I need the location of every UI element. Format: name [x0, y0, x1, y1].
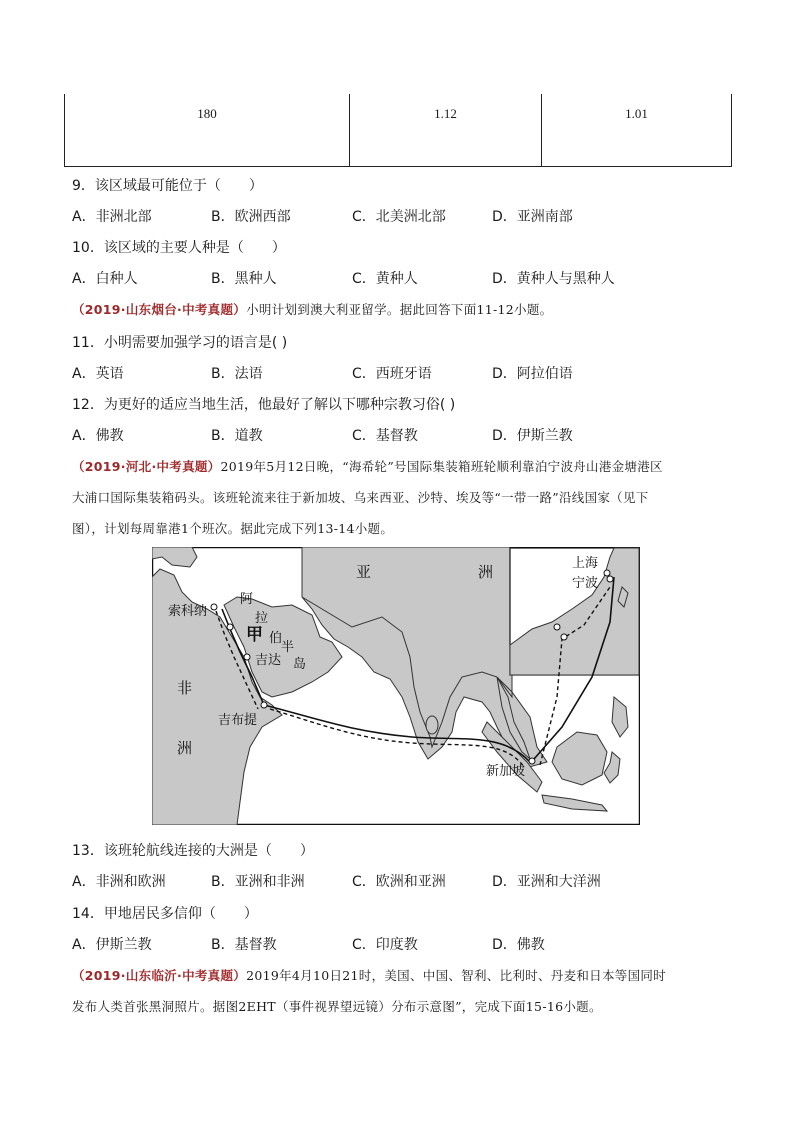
option-b[interactable]: B．亚洲和非洲	[211, 874, 305, 890]
map-label-ningbo: 宁波	[572, 576, 599, 591]
option-b[interactable]: B．法语	[211, 366, 263, 382]
option-d[interactable]: D．亚洲和大洋洲	[492, 874, 601, 890]
shipping-route-map	[152, 547, 640, 825]
question-13-options	[72, 871, 732, 891]
map-label-jia: 甲	[246, 625, 263, 645]
map-label-arabia: 阿	[240, 592, 254, 607]
map-label-sokhna: 索科纳	[168, 604, 208, 619]
map-label-africa: 非	[177, 679, 193, 697]
question-9-stem: 9．该区域最可能位于（ ）	[72, 178, 263, 194]
map-label-arabia: 岛	[293, 657, 307, 672]
option-c[interactable]: C．北美洲北部	[352, 209, 446, 225]
map-svg	[152, 547, 640, 825]
intro-text: 图），计划每周靠港1个班次。据此完成下列13-14小题。	[72, 521, 394, 536]
map-label-arabia: 半	[281, 640, 295, 655]
option-a[interactable]: A．伊斯兰教	[72, 937, 152, 953]
question-10-options	[72, 268, 732, 288]
table-cell: 1.01	[625, 106, 648, 121]
source-tag: （2019·河北·中考真题）	[72, 459, 221, 474]
question-11-stem: 11．小明需要加强学习的语言是( )	[72, 335, 288, 351]
option-c[interactable]: C．欧洲和亚洲	[352, 874, 446, 890]
question-11-options	[72, 363, 732, 383]
data-table-fragment	[64, 94, 732, 167]
option-a[interactable]: A．佛教	[72, 428, 124, 444]
option-c[interactable]: C．西班牙语	[352, 366, 432, 382]
table-cell: 1.12	[434, 106, 457, 121]
option-d[interactable]: D．佛教	[492, 937, 545, 953]
option-a[interactable]: A．非洲和欧洲	[72, 874, 166, 890]
option-a[interactable]: A．非洲北部	[72, 209, 152, 225]
map-label-arabia: 伯	[269, 631, 283, 646]
option-d[interactable]: D．阿拉伯语	[492, 366, 573, 382]
question-14-stem: 14．甲地居民多信仰（ ）	[72, 906, 258, 922]
intro-text: 大浦口国际集装箱码头。该班轮流来往于新加坡、乌来西亚、沙特、埃及等“一带一路”沿线国家（见下	[72, 490, 649, 505]
map-label-djibouti: 吉布提	[218, 713, 258, 728]
map-label-asia: 亚	[356, 563, 372, 581]
question-12-options	[72, 425, 732, 445]
option-d[interactable]: D．伊斯兰教	[492, 428, 573, 444]
option-b[interactable]: B．道教	[211, 428, 263, 444]
map-label-arabia: 拉	[255, 611, 269, 626]
source-tag: （2019·山东烟台·中考真题）	[72, 302, 247, 317]
table-divider	[541, 94, 542, 166]
question-group-intro	[72, 300, 552, 318]
option-c[interactable]: C．基督教	[352, 428, 418, 444]
option-b[interactable]: B．黑种人	[211, 271, 277, 287]
source-tag: （2019·山东临沂·中考真题）	[72, 968, 247, 983]
table-divider	[349, 94, 350, 166]
map-label-africa: 洲	[177, 739, 193, 757]
option-d[interactable]: D．亚洲南部	[492, 209, 573, 225]
intro-text: 2019年5月12日晚，“海希轮”号国际集装箱班轮顺利靠泊宁波舟山港金塘港区	[220, 459, 663, 474]
option-d[interactable]: D．黄种人与黑种人	[492, 271, 615, 287]
intro-text: 2019年4月10日21时，美国、中国、智利、比利时、丹麦和日本等国同时	[246, 968, 666, 983]
option-b[interactable]: B．基督教	[211, 937, 277, 953]
map-label-jeddah: 吉达	[255, 653, 282, 668]
option-a[interactable]: A．白种人	[72, 271, 138, 287]
map-label-shanghai: 上海	[572, 556, 599, 571]
intro-text: 小明计划到澳大利亚留学。据此回答下面11-12小题。	[246, 302, 553, 317]
question-12-stem: 12．为更好的适应当地生活，他最好了解以下哪种宗教习俗( )	[72, 397, 456, 413]
question-group-intro	[72, 966, 666, 984]
question-10-stem: 10．该区域的主要人种是（ ）	[72, 240, 286, 256]
question-13-stem: 13．该班轮航线连接的大洲是（ ）	[72, 843, 314, 859]
question-14-options	[72, 934, 732, 954]
question-9-options	[72, 206, 732, 226]
table-cell: 180	[197, 106, 217, 121]
option-b[interactable]: B．欧洲西部	[211, 209, 291, 225]
option-a[interactable]: A．英语	[72, 366, 124, 382]
option-c[interactable]: C．印度教	[352, 937, 418, 953]
map-label-singapore: 新加坡	[486, 764, 526, 779]
map-label-asia: 洲	[478, 563, 494, 581]
question-group-intro	[72, 457, 663, 475]
intro-text: 发布人类首张黑洞照片。据图2EHT（事件视界望远镜）分布示意图”，完成下面15-16小题。	[72, 999, 602, 1014]
option-c[interactable]: C．黄种人	[352, 271, 418, 287]
